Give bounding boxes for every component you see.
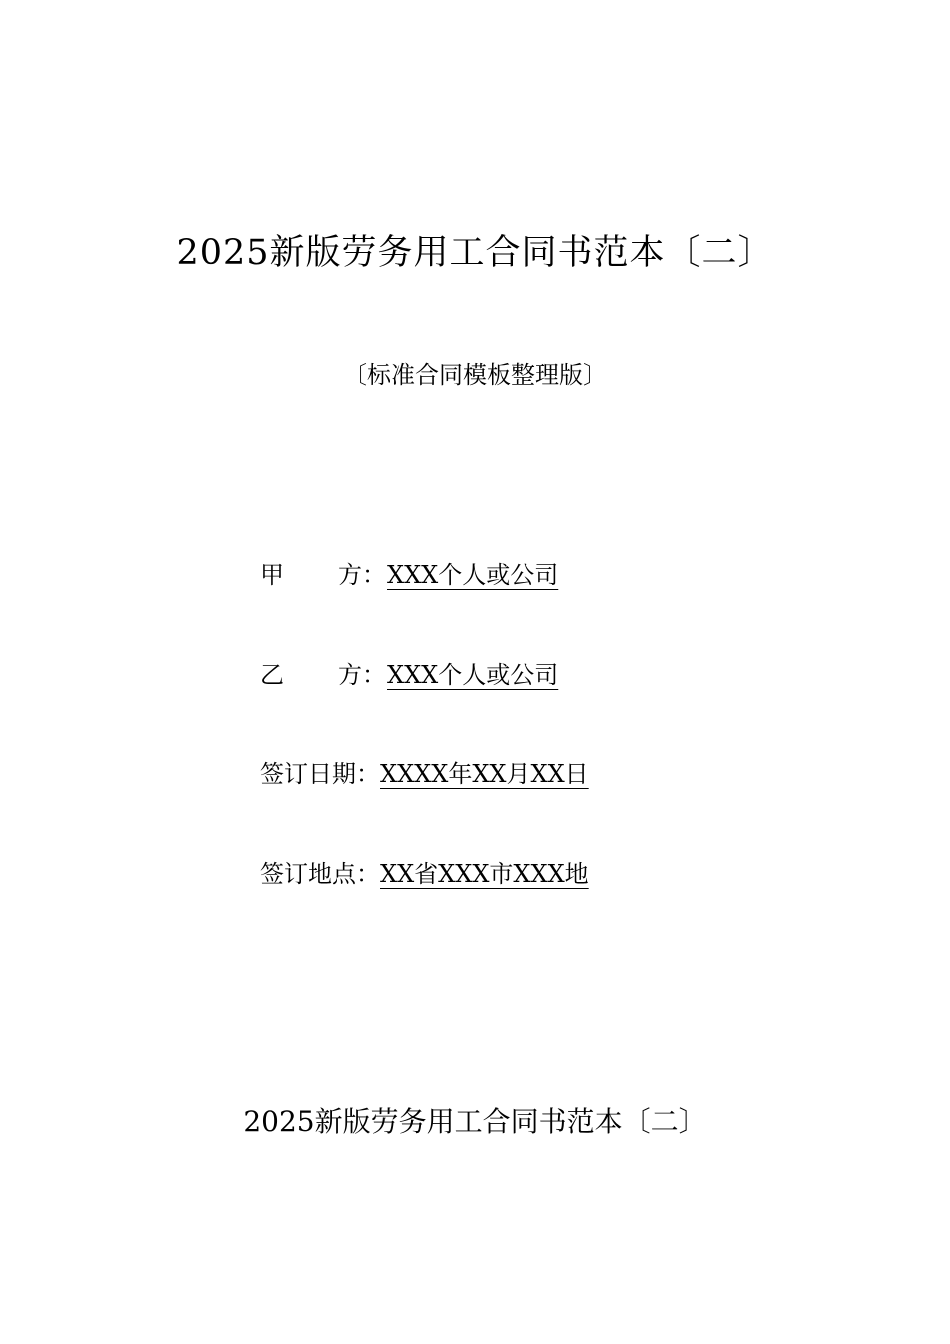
party-a-value: XXX个人或公司 xyxy=(387,561,559,589)
document-title: 2025新版劳务用工合同书范本〔二〕 xyxy=(176,233,774,273)
party-b-label-first: 乙 xyxy=(260,661,284,689)
sign-place-value: XX省XXX市XXX地 xyxy=(380,860,589,888)
document-subtitle: 〔标准合同模板整理版〕 xyxy=(343,361,607,389)
sign-date-label: 签订日期： xyxy=(260,760,380,788)
party-b-label xyxy=(260,657,387,693)
party-b-value: XXX个人或公司 xyxy=(387,661,559,689)
sign-place-row xyxy=(260,856,602,892)
sign-place-label: 签订地点： xyxy=(260,860,380,888)
footer-title: 2025新版劳务用工合同书范本〔二〕 xyxy=(243,1105,707,1138)
sign-date-value: XXXX年XX月XX日 xyxy=(380,760,589,788)
party-b-row xyxy=(260,657,613,693)
party-a-label xyxy=(260,557,387,593)
party-a-row xyxy=(260,557,613,593)
sign-date-row xyxy=(260,756,628,792)
party-a-label-first: 甲 xyxy=(260,561,284,589)
party-b-label-last: 方： xyxy=(338,661,386,689)
party-a-label-last: 方： xyxy=(338,561,386,589)
